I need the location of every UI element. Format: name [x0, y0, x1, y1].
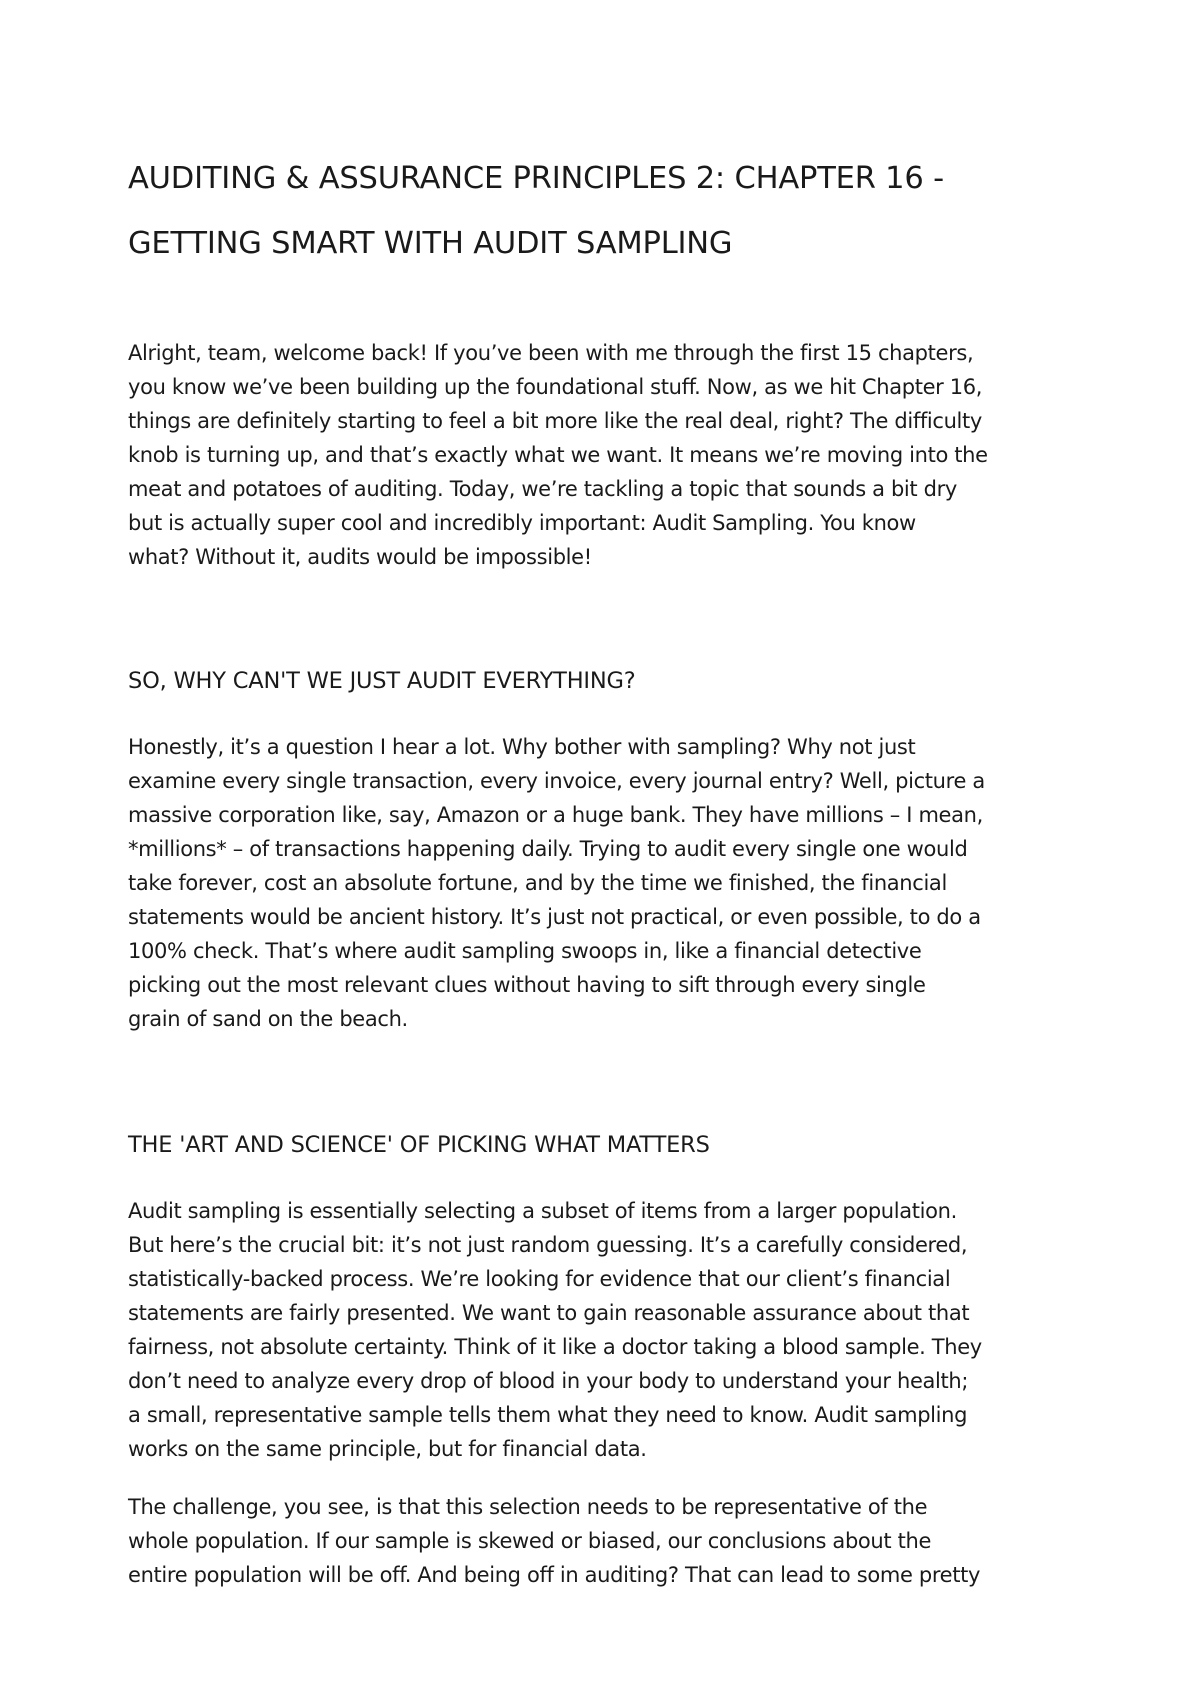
text-line: works on the same principle, but for financial data.	[128, 1437, 647, 1461]
text-line: meat and potatoes of auditing. Today, we’re tackling a topic that sounds a bit dry	[128, 477, 957, 501]
text-line: *millions* – of transactions happening daily. Trying to audit every single one would	[128, 837, 968, 861]
text-line: things are definitely starting to feel a bit more like the real deal, right? The difficulty	[128, 409, 983, 433]
text-line: knob is turning up, and that’s exactly what we want. It means we’re moving into the	[128, 443, 988, 467]
title-line: GETTING SMART WITH AUDIT SAMPLING	[128, 226, 733, 261]
text-line: 100% check. That’s where audit sampling swoops in, like a financial detective	[128, 939, 922, 963]
text-line: Honestly, it’s a question I hear a lot. Why bother with sampling? Why not just	[128, 735, 916, 759]
title-line: AUDITING & ASSURANCE PRINCIPLES 2: CHAPTER 16 -	[128, 161, 944, 196]
text-line: what? Without it, audits would be impossible!	[128, 545, 592, 569]
document-title	[128, 146, 1088, 276]
text-line: you know we’ve been building up the foundational stuff. Now, as we hit Chapter 16,	[128, 375, 983, 399]
text-line: But here’s the crucial bit: it’s not just random guessing. It’s a carefully considered,	[128, 1233, 968, 1257]
section2-paragraph-2	[128, 1490, 1088, 1592]
text-line: Alright, team, welcome back! If you’ve been with me through the first 15 chapters,	[128, 341, 974, 365]
text-line: The challenge, you see, is that this selection needs to be representative of the	[128, 1495, 928, 1519]
section1-paragraph	[128, 730, 1088, 1036]
text-line: examine every single transaction, every invoice, every journal entry? Well, picture a	[128, 769, 985, 793]
text-line: don’t need to analyze every drop of blood in your body to understand your health;	[128, 1369, 969, 1393]
section-heading-art-and-science: THE 'ART AND SCIENCE' OF PICKING WHAT MATTERS	[128, 1132, 710, 1158]
text-line: entire population will be off. And being off in auditing? That can lead to some pretty	[128, 1563, 981, 1587]
text-line: whole population. If our sample is skewed or biased, our conclusions about the	[128, 1529, 932, 1553]
text-line: picking out the most relevant clues without having to sift through every single	[128, 973, 926, 997]
text-line: a small, representative sample tells them what they need to know. Audit sampling	[128, 1403, 968, 1427]
section-heading-why-cant-we-audit-everything: SO, WHY CAN'T WE JUST AUDIT EVERYTHING?	[128, 668, 636, 694]
text-line: fairness, not absolute certainty. Think of it like a doctor taking a blood sample. They	[128, 1335, 982, 1359]
text-line: but is actually super cool and incredibly important: Audit Sampling. You know	[128, 511, 916, 535]
text-line: take forever, cost an absolute fortune, and by the time we finished, the financial	[128, 871, 947, 895]
text-line: statements would be ancient history. It’s just not practical, or even possible, to do a	[128, 905, 981, 929]
text-line: statements are fairly presented. We want to gain reasonable assurance about that	[128, 1301, 970, 1325]
text-line: massive corporation like, say, Amazon or a huge bank. They have millions – I mean,	[128, 803, 983, 827]
text-line: grain of sand on the beach.	[128, 1007, 408, 1031]
intro-paragraph	[128, 336, 1088, 574]
text-line: Audit sampling is essentially selecting a subset of items from a larger population.	[128, 1199, 957, 1223]
section2-paragraph-1	[128, 1194, 1088, 1466]
text-line: statistically-backed process. We’re looking for evidence that our client’s financial	[128, 1267, 951, 1291]
